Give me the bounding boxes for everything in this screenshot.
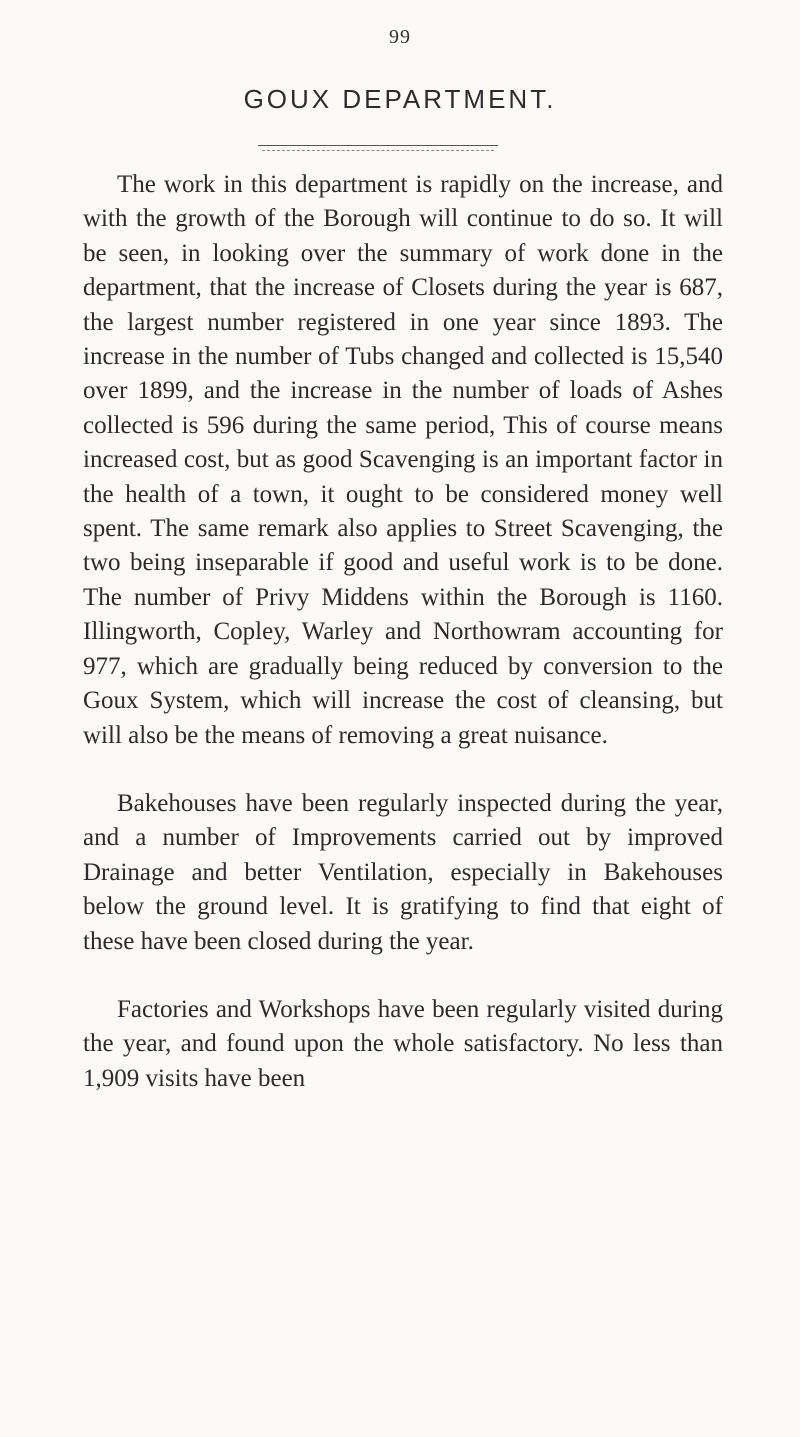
page-number: 99 (389, 26, 411, 48)
paragraph-factories-workshops: Factories and Workshops have been regularly visited during the year, and found upon the whole satisfactory. No less than 1,909 visits have been (83, 995, 723, 1092)
page-title: GOUX DEPARTMENT. (243, 84, 557, 114)
title-underline-dashed (262, 150, 494, 151)
paragraph-bakehouses: Bakehouses have been regularly inspected during the year, and a number of Improvements carried out by improved Drainage and better Ventilation, especially in Bakehouses below the ground level. It is gratifying to find that eight of these have been closed during the year. (83, 789, 723, 955)
body-text (83, 168, 723, 1096)
paragraph-goux-department: The work in this department is rapidly on the increase, and with the growth of the Borough will continue to do so. It will be seen, in looking over the summary of work done in the department, that the increase of Closets during the year is 687, the largest number registered in one year since 1893. The increase in the number of Tubs changed and collected is 15,540 over 1899, and the increase in the number of loads of Ashes collected is 596 during the same period, This of course means increased cost, but as good Scavenging is an important factor in the health of a town, it ought to be considered money well spent. The same remark also applies to Street Scavenging, the two being inseparable if good and useful work is to be done. The number of Privy Middens within the Borough is 1160. Illingworth, Copley, Warley and Northowram accounting for 977, which are gradually being reduced by conversion to the Goux System, which will increase the cost of cleansing, but will also be the means of removing a great nuisance. (83, 171, 723, 749)
title-underline (258, 145, 498, 146)
